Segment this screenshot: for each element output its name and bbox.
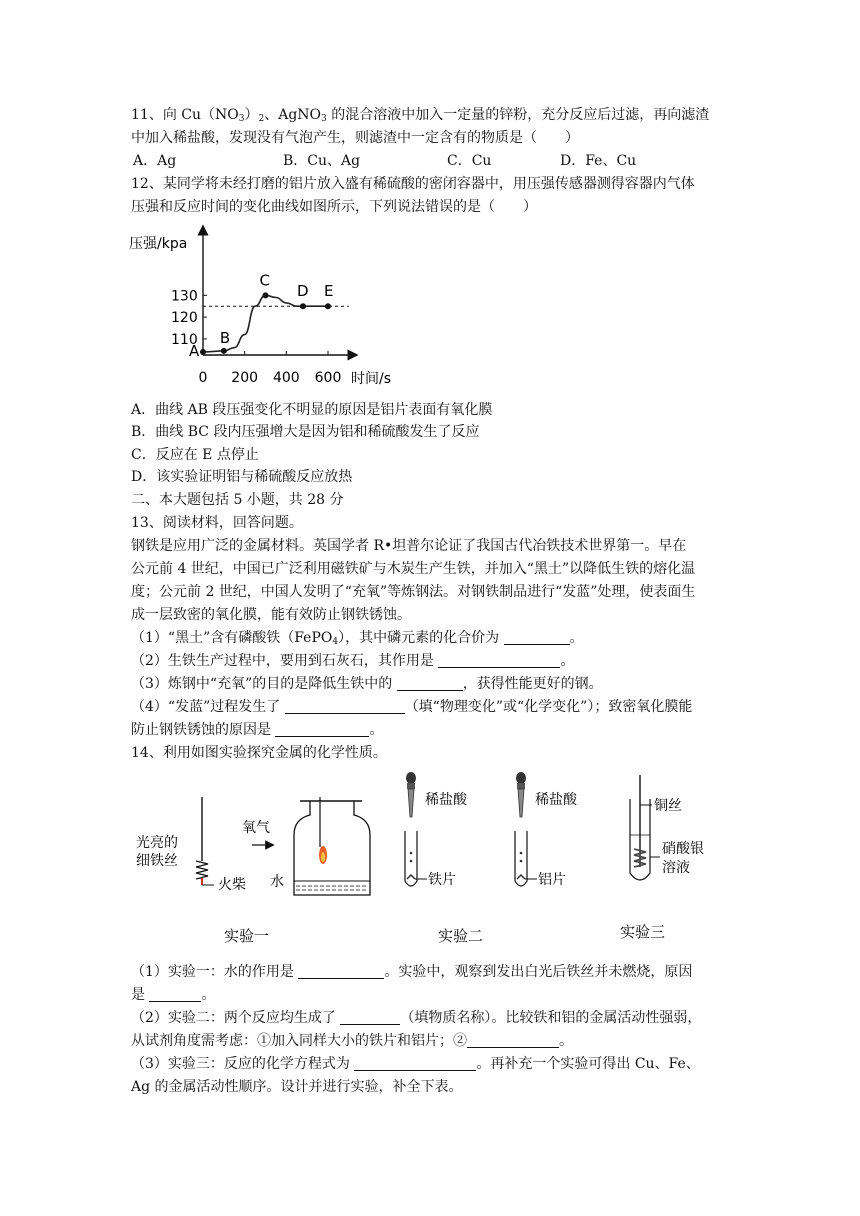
q12-line-1: 12、某同学将未经打磨的铝片放入盛有稀硫酸的密闭容器中，用压强传感器测得容器内气体	[131, 176, 695, 192]
point-label-d: D	[297, 282, 309, 301]
q13-passage-2: 公元前 4 世纪，中国已广泛利用磁铁矿与木炭生产生铁，并加入“黑土”以降低生铁的熔化温	[131, 561, 696, 577]
experiment-2	[405, 772, 578, 945]
q11-line-1: 11、向 $Cu(NO_3)_2$、AgNO$_3$ 的混合溶液中加入一定量的锌粉，充分反应后过滤，再向滤渣	[131, 107, 710, 124]
caption-experiment-2: 实验二	[438, 927, 484, 945]
answer-blank[interactable]	[438, 653, 560, 668]
q11-option-b: B．Cu、Ag	[283, 153, 361, 169]
x-tick-label: 0	[198, 370, 208, 386]
q13-title: 13、阅读材料，回答问题。	[131, 515, 303, 531]
test-tube-iron	[405, 831, 417, 886]
q13-passage-1: 钢铁是应用广泛的金属材料。英国学者 R•坦普尔论证了我国古代冶铁技术世界第一。早在	[131, 538, 687, 554]
label-iron-wire-1: 光亮的	[136, 835, 178, 851]
point-d	[300, 303, 306, 309]
x-tick-label: 200	[231, 370, 259, 386]
answer-blank[interactable]	[298, 964, 384, 979]
q13-passage-4: 成一层致密的氧化膜，能有效防止钢铁锈蚀。	[131, 607, 411, 623]
section-2-heading: 二、本大题包括 5 小题，共 28 分	[131, 492, 344, 508]
answer-blank[interactable]	[397, 676, 463, 691]
q14-sub-3: （3）实验三：反应的化学方程式为 。再补充一个实验可得出 Cu、Fe、	[131, 1056, 700, 1072]
label-iron-sheet: 铁片	[428, 872, 456, 888]
answer-blank[interactable]	[149, 987, 201, 1002]
q13-sub-4-cont: 防止钢铁锈蚀的原因是 。	[131, 722, 384, 738]
q14-title: 14、利用如图实验探究金属的化学性质。	[131, 745, 387, 761]
point-b	[221, 348, 227, 354]
caption-experiment-1: 实验一	[224, 927, 270, 945]
caption-experiment-3: 实验三	[620, 923, 666, 941]
y-tick-label: 130	[171, 288, 198, 305]
label-silver-nitrate-2: 溶液	[662, 860, 690, 876]
q12-option-b: B．曲线 BC 段内压强增大是因为铝和稀硫酸发生了反应	[131, 424, 480, 440]
test-tube-aluminium	[515, 831, 527, 886]
y-tick-label: 110	[171, 331, 198, 348]
q13-sub-2: （2）生铁生产过程中，要用到石灰石，其作用是 。	[131, 653, 575, 669]
answer-blank[interactable]	[504, 630, 570, 645]
point-label-a: A	[189, 342, 200, 360]
dropper-bulb	[406, 772, 416, 784]
x-tick-label: 400	[272, 370, 300, 386]
q14-sub-2: （2）实验二：两个反应均生成了 （填物质名称）。比较铁和铝的金属活动性强弱，	[131, 1010, 702, 1026]
q13-sub-1: （1）“黑土”含有磷酸铁（FePO$_4$），其中磷元素的化合价为 。	[131, 630, 584, 647]
experiment-figure	[130, 765, 730, 955]
answer-blank[interactable]	[354, 1056, 476, 1071]
q12-line-2: 压强和反应时间的变化曲线如图所示，下列说法错误的是（ ）	[131, 199, 537, 215]
experiment-1	[136, 797, 370, 945]
point-label-c: C	[259, 271, 270, 290]
label-oxygen: 氧气	[242, 820, 270, 836]
pressure-time-chart	[125, 222, 415, 392]
q14-sub-1: （1）实验一：水的作用是 。实验中，观察到发出白光后铁丝并未燃烧，原因	[131, 964, 693, 980]
label-match: 火柴	[218, 877, 246, 893]
answer-blank[interactable]	[467, 1033, 559, 1048]
q12-option-d: D．该实验证明铝与稀硫酸反应放热	[131, 469, 353, 485]
answer-blank[interactable]	[275, 722, 369, 737]
q12-option-c: C．反应在 E 点停止	[131, 447, 259, 463]
q11-option-d: D．Fe、Cu	[560, 153, 637, 169]
q14-sub-1-cont: 是 。	[131, 987, 216, 1003]
point-label-b: B	[219, 328, 231, 347]
chart-xlabel: 时间/s	[351, 371, 392, 387]
q13-sub-3: （3）炼钢中“充氧”的目的是降低生铁中的 ，获得性能更好的钢。	[131, 676, 603, 692]
q14-sub-3-cont: Ag 的金属活动性顺序。设计并进行实验，补全下表。	[131, 1079, 463, 1095]
q11-line-2: 中加入稀盐酸，发现没有气泡产生，则滤渣中一定含有的物质是（ ）	[131, 130, 579, 146]
q14-sub-2-cont: 从试剂角度需考虑：①加入同样大小的铁片和铝片；② 。	[131, 1033, 573, 1049]
x-tick-label: 600	[314, 370, 342, 386]
y-tick-label: 120	[171, 310, 198, 327]
label-hcl-1: 稀盐酸	[425, 792, 467, 808]
label-iron-wire-2: 细铁丝	[136, 853, 178, 869]
q13-passage-3: 度；公元前 2 世纪，中国人发明了“充氧”等炼钢法。对钢铁制品进行“发蓝”处理，使表面生	[131, 584, 696, 600]
point-label-e: E	[324, 282, 334, 301]
label-aluminium-sheet: 铝片	[538, 872, 566, 888]
answer-blank[interactable]	[285, 699, 405, 714]
point-e	[325, 303, 331, 309]
answer-blank[interactable]	[340, 1010, 400, 1025]
label-copper-wire: 铜丝	[654, 798, 682, 814]
experiment-3	[620, 775, 704, 941]
q13-sub-4: （4）“发蓝”过程发生了 （填“物理变化”或“化学变化”）；致密氧化膜能	[131, 699, 693, 715]
point-c	[263, 292, 269, 298]
point-a	[200, 349, 206, 355]
chart-ylabel: 压强/kpa	[129, 236, 188, 252]
q11-option-c: C．Cu	[447, 153, 492, 169]
q12-option-a: A．曲线 AB 段压强变化不明显的原因是铝片表面有氧化膜	[131, 402, 493, 418]
iron-wire-coil	[196, 861, 208, 879]
label-water: 水	[270, 874, 284, 890]
q11-option-a: A．Ag	[133, 153, 177, 169]
label-silver-nitrate-1: 硝酸银	[662, 841, 704, 857]
label-hcl-2: 稀盐酸	[535, 792, 577, 808]
